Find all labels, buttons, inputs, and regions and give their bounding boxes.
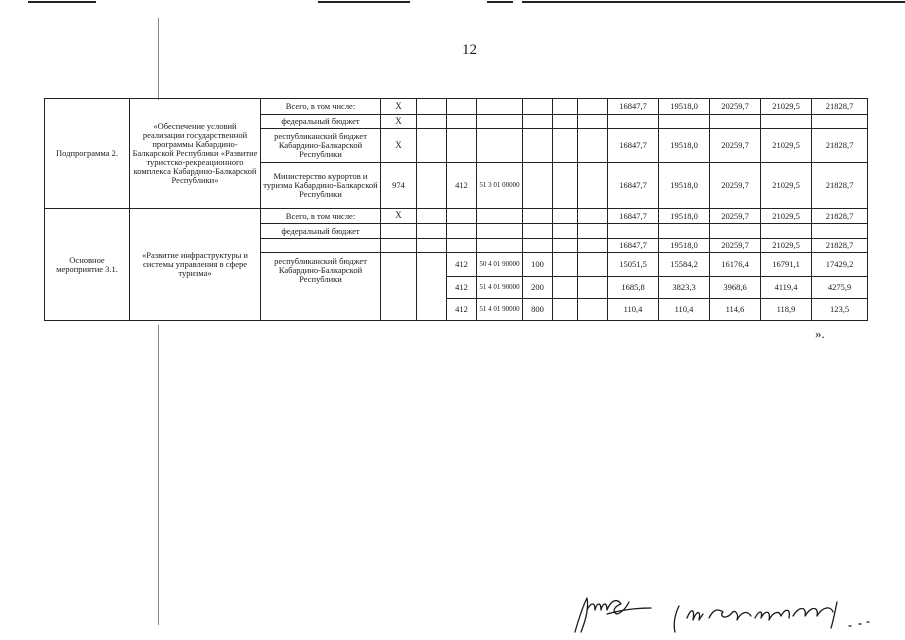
cell-empty — [477, 209, 523, 224]
signature-drawing — [565, 588, 875, 636]
value-cell: 19518,0 — [659, 239, 710, 253]
cell-empty — [553, 277, 578, 299]
cell-empty — [417, 99, 447, 115]
cell-empty — [447, 99, 477, 115]
cell-empty — [578, 129, 608, 163]
value-cell: 3968,6 — [710, 277, 761, 299]
cell-empty — [523, 99, 553, 115]
table-row — [45, 209, 868, 224]
value-cell: 19518,0 — [659, 163, 710, 209]
cell-empty — [447, 224, 477, 239]
value-cell: 21828,7 — [812, 99, 868, 115]
value-cell: 110,4 — [608, 299, 659, 321]
value-cell: 19518,0 — [659, 99, 710, 115]
cell-empty — [553, 224, 578, 239]
top-rule-4 — [522, 1, 905, 3]
measure-title: «Развитие инфраструктуры и системы управления в сфере туризма» — [130, 209, 261, 321]
cell-empty — [417, 209, 447, 224]
cell-empty — [553, 129, 578, 163]
cell-empty — [381, 224, 417, 239]
cell-expense-type: 100 — [523, 253, 553, 277]
cell-empty — [553, 239, 578, 253]
value-cell: 16791,1 — [761, 253, 812, 277]
closing-quote: ». — [815, 326, 825, 341]
cell-empty — [523, 224, 553, 239]
cell-empty — [417, 129, 447, 163]
cell-empty — [578, 209, 608, 224]
top-rule-2 — [318, 1, 410, 3]
value-cell: 20259,7 — [710, 239, 761, 253]
value-cell: 16847,7 — [608, 129, 659, 163]
value-cell: 16847,7 — [608, 163, 659, 209]
cell-expense-type: 800 — [523, 299, 553, 321]
page-number: 12 — [462, 42, 477, 58]
cell-empty — [523, 129, 553, 163]
value-cell — [710, 115, 761, 129]
budget-table — [44, 98, 868, 321]
value-cell: 20259,7 — [710, 129, 761, 163]
row-label: Министерство курортов и туризма Кабардино-Балкарской Республики — [261, 163, 381, 209]
value-cell: 118,9 — [761, 299, 812, 321]
cell-empty — [578, 224, 608, 239]
cell-empty — [447, 115, 477, 129]
value-cell: 123,5 — [812, 299, 868, 321]
row-label — [261, 239, 381, 253]
cell-section: 412 — [447, 277, 477, 299]
cell-empty — [578, 277, 608, 299]
cell-empty — [578, 163, 608, 209]
cell-x: X — [381, 129, 417, 163]
value-cell — [710, 224, 761, 239]
value-cell: 110,4 — [659, 299, 710, 321]
cell-empty — [477, 115, 523, 129]
cell-expense-type: 200 — [523, 277, 553, 299]
cell-x: X — [381, 99, 417, 115]
cell-empty — [578, 253, 608, 277]
cell-empty — [381, 239, 417, 253]
cell-code: 974 — [381, 163, 417, 209]
value-cell: 21828,7 — [812, 129, 868, 163]
cell-empty — [447, 239, 477, 253]
value-cell: 21029,5 — [761, 129, 812, 163]
cell-empty — [578, 299, 608, 321]
top-rule-3 — [487, 1, 513, 3]
row-label: Всего, в том числе: — [261, 209, 381, 224]
row-label: федеральный бюджет — [261, 224, 381, 239]
cell-x: X — [381, 115, 417, 129]
value-cell: 21029,5 — [761, 209, 812, 224]
value-cell: 21828,7 — [812, 163, 868, 209]
cell-empty — [578, 99, 608, 115]
value-cell: 1685,8 — [608, 277, 659, 299]
value-cell: 16176,4 — [710, 253, 761, 277]
handwritten-signature — [565, 588, 875, 636]
value-cell: 16847,7 — [608, 209, 659, 224]
value-cell: 4119,4 — [761, 277, 812, 299]
cell-empty — [523, 163, 553, 209]
value-cell: 4275,9 — [812, 277, 868, 299]
value-cell: 21828,7 — [812, 209, 868, 224]
value-cell — [761, 115, 812, 129]
value-cell — [812, 115, 868, 129]
value-cell — [812, 224, 868, 239]
cell-target-article: 51 3 01 00000 — [477, 163, 523, 209]
row-label: федеральный бюджет — [261, 115, 381, 129]
row-label: Всего, в том числе: — [261, 99, 381, 115]
cell-empty — [477, 224, 523, 239]
value-cell: 21029,5 — [761, 163, 812, 209]
cell-section: 412 — [447, 299, 477, 321]
value-cell: 16847,7 — [608, 239, 659, 253]
value-cell: 20259,7 — [710, 163, 761, 209]
cell-empty — [477, 129, 523, 163]
program-title: «Обеспечение условий реализации государственной программы Кабардино-Балкарской Республики «Развитие туристско-рекреационного комплекса Кабардино-Балкарской Республики» — [130, 99, 261, 209]
value-cell: 21029,5 — [761, 99, 812, 115]
binding-line-top — [158, 18, 159, 100]
cell-empty — [417, 253, 447, 321]
table-row — [45, 99, 868, 115]
cell-target-article: 51 4 01 90000 — [477, 277, 523, 299]
cell-target-article: 51 4 01 90000 — [477, 299, 523, 321]
value-cell: 16847,7 — [608, 99, 659, 115]
row-label: республиканский бюджет Кабардино-Балкарской Республики — [261, 253, 381, 321]
cell-empty — [417, 224, 447, 239]
value-cell: 3823,3 — [659, 277, 710, 299]
value-cell: 17429,2 — [812, 253, 868, 277]
cell-empty — [553, 115, 578, 129]
program-name: Подпрограмма 2. — [45, 99, 130, 209]
cell-empty — [523, 209, 553, 224]
cell-empty — [477, 239, 523, 253]
value-cell — [608, 224, 659, 239]
cell-empty — [417, 163, 447, 209]
value-cell: 15584,2 — [659, 253, 710, 277]
value-cell: 20259,7 — [710, 209, 761, 224]
top-rule-1 — [28, 1, 96, 3]
value-cell: 19518,0 — [659, 209, 710, 224]
value-cell: 19518,0 — [659, 129, 710, 163]
value-cell: 114,6 — [710, 299, 761, 321]
cell-empty — [553, 163, 578, 209]
cell-empty — [447, 129, 477, 163]
value-cell — [608, 115, 659, 129]
cell-section: 412 — [447, 253, 477, 277]
cell-empty — [553, 299, 578, 321]
cell-empty — [477, 99, 523, 115]
cell-x: X — [381, 209, 417, 224]
cell-empty — [578, 239, 608, 253]
value-cell: 15051,5 — [608, 253, 659, 277]
value-cell: 21828,7 — [812, 239, 868, 253]
cell-empty — [381, 253, 417, 321]
cell-empty — [553, 99, 578, 115]
cell-empty — [417, 239, 447, 253]
value-cell: 21029,5 — [761, 239, 812, 253]
cell-target-article: 50 4 01 90000 — [477, 253, 523, 277]
value-cell — [761, 224, 812, 239]
cell-empty — [523, 115, 553, 129]
cell-empty — [447, 209, 477, 224]
cell-empty — [417, 115, 447, 129]
cell-empty — [578, 115, 608, 129]
cell-section: 412 — [447, 163, 477, 209]
value-cell — [659, 115, 710, 129]
cell-empty — [523, 239, 553, 253]
cell-empty — [553, 253, 578, 277]
measure-name: Основное мероприятие 3.1. — [45, 209, 130, 321]
cell-empty — [553, 209, 578, 224]
row-label: республиканский бюджет Кабардино-Балкарской Республики — [261, 129, 381, 163]
binding-line-bottom — [158, 325, 159, 625]
value-cell: 20259,7 — [710, 99, 761, 115]
value-cell — [659, 224, 710, 239]
